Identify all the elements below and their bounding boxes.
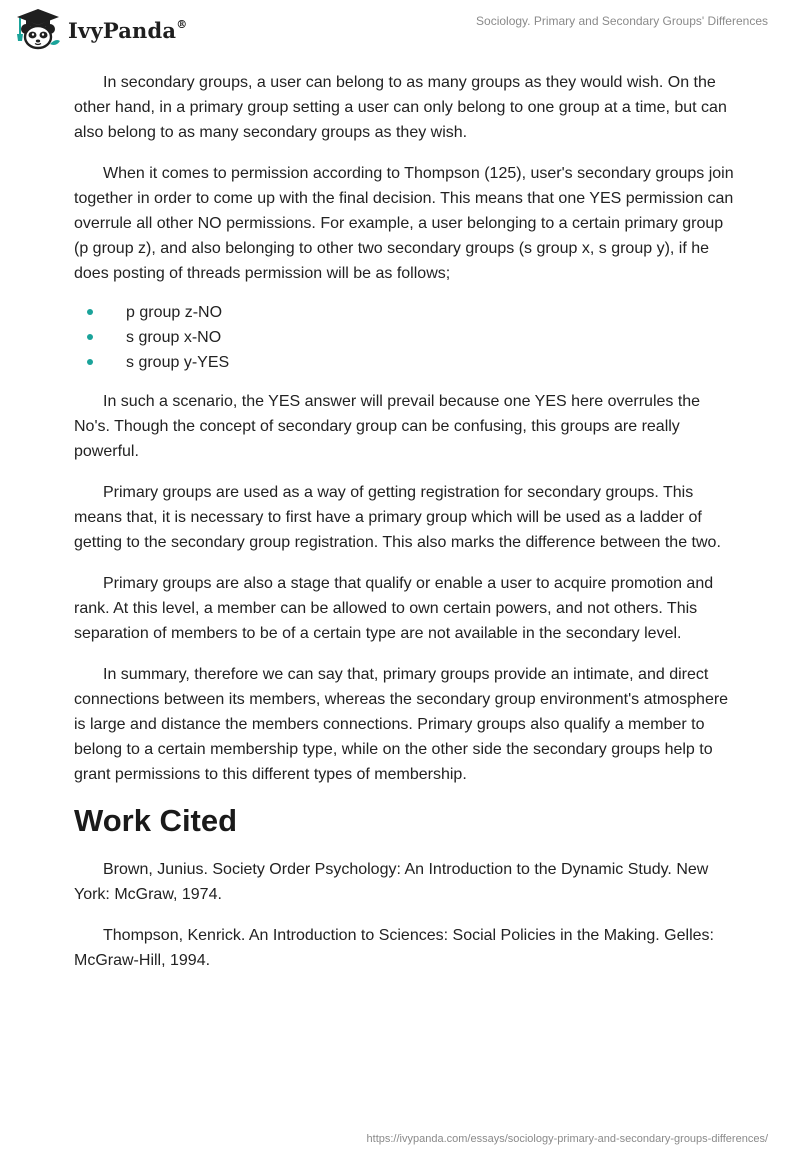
list-item: [74, 350, 734, 375]
list-item: [74, 325, 734, 350]
bullet-dot-icon: [87, 309, 93, 315]
paragraph-scenario: In such a scenario, the YES answer will prevail because one YES here overrules the No's. Though the concept of secondary group can be confusing, this groups are really powerful.: [74, 393, 701, 460]
brand-logo[interactable]: [14, 8, 187, 50]
citation-entry: Thompson, Kenrick. An Introduction to Sciences: Social Policies in the Making. Gelles: McGraw-Hill, 1994.: [74, 927, 714, 969]
list-item: [74, 300, 734, 325]
list-item-text: p group z-NO: [126, 304, 223, 321]
paragraph-promotion: Primary groups are also a stage that qualify or enable a user to acquire promotion and rank. At this level, a member can be allowed to own certain powers, and not others. This separation of members to be of a certain type are not available in the secondary level.: [74, 575, 714, 642]
bullet-dot-icon: [87, 359, 93, 365]
list-item-text: s group x-NO: [126, 329, 222, 346]
registered-mark: ®: [176, 17, 188, 31]
paragraph-registration: Primary groups are used as a way of getting registration for secondary groups. This means that, it is necessary to first have a primary group which will be used as a ladder of getting to the secondary group registration. This also marks the difference between the two.: [74, 484, 721, 551]
works-cited-heading: Work Cited: [74, 803, 238, 838]
paragraph-summary: In summary, therefore we can say that, primary groups provide an intimate, and direct connections between its members, whereas the secondary group environment's atmosphere is large and distance the members connections. Primary groups also qualify a member to belong to a certain membership type, while on the other side the secondary groups help to grant permissions to this different types of membership.: [74, 666, 729, 783]
document-title: Sociology. Primary and Secondary Groups' Differences: [476, 14, 768, 28]
bullet-dot-icon: [87, 334, 93, 340]
page-header: [0, 0, 800, 62]
citation-entry: Brown, Junius. Society Order Psychology: An Introduction to the Dynamic Study. New York: McGraw, 1974.: [74, 861, 709, 903]
list-item-text: s group y-YES: [126, 354, 230, 371]
source-url[interactable]: https://ivypanda.com/essays/sociology-primary-and-secondary-groups-differences/: [366, 1133, 768, 1145]
panda-graduate-icon: [14, 8, 62, 50]
brand-name: IvyPanda®: [68, 17, 188, 43]
paragraph-permissions: When it comes to permission according to Thompson (125), user's secondary groups join together in order to come up with the final decision. This means that one YES permission can overrule all other NO permissions. For example, a user belonging to a certain primary group (p group z), and also belonging to other two secondary groups (s group x, s group y), if he does posting of threads permission will be as follows;: [74, 165, 734, 282]
permission-list: [74, 300, 734, 375]
paragraph-secondary-membership: In secondary groups, a user can belong to as many groups as they would wish. On the other hand, in a primary group setting a user can only belong to one group at a time, but can also belong to as many secondary groups as they wish.: [74, 74, 727, 141]
essay-body: [74, 70, 734, 989]
